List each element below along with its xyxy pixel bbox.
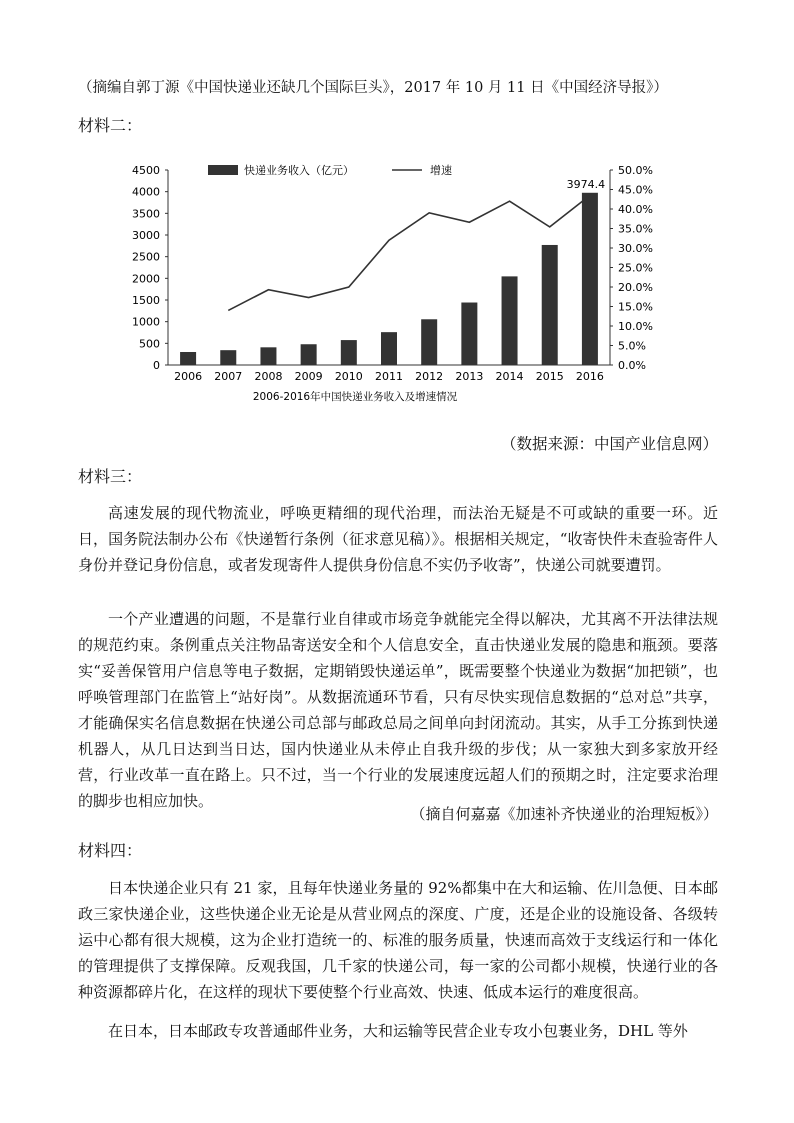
material4-paragraph-1: 日本快递企业只有 21 家，且每年快递业务量的 92%都集中在大和运输、佐川急便、日本邮政三家快递企业，这些快递企业无论是从营业网点的深度、广度，还是企业的设施设备、各级转运中心都有很大规模，这为企业打造统一的、标准的服务质量，快速而高效于支线运行和一体化的管理提供了支撑保障。反观我国，几千家的快递公司，每一家的公司都小规模，快递行业的各种资源都碎片化，在这样的现状下要使整个行业高效、快速、低成本运行的难度很高。 <box>78 879 718 1001</box>
legend-bar-label: 快递业务收入（亿元） <box>244 164 354 177</box>
bar-2009 <box>301 344 317 365</box>
left-tick-label: 2000 <box>132 272 160 286</box>
material3-citation: （摘自何嘉嘉《加速补齐快递业的治理短板》） <box>410 805 718 823</box>
right-tick-label: 45.0% <box>618 183 653 197</box>
right-tick-label: 5.0% <box>618 339 646 353</box>
top-citation: （摘编自郭丁源《中国快递业还缺几个国际巨头》，2017 年 10 月 11 日《中国经济导报》） <box>78 80 668 96</box>
material3-paragraph-2: 一个产业遭遇的问题，不是靠行业自律或市场竞争就能完全得以解决，尤其离不开法律法规的规范约束。条例重点关注物品寄送安全和个人信息安全，直击快递业发展的隐患和瓶颈。要落实“妥善保管用户信息等电子数据，定期销毁快递运单”，既需要整个快递业为数据“加把锁”，也呼唤管理部门在监管上“站好岗”。从数据流通环节看，只有尽快实现信息数据的“总对总”共享，才能确保实名信息数据在快递公司总部与邮政总局之间单向封闭流动。其实，从手工分拣到快递机器人，从几日达到当日达，国内快递业从未停止自我升级的步伐；从一家独大到多家放开经营，行业改革一直在路上。只不过，当一个行业的发展速度远超人们的预期之时，注定要求治理的脚步也相应加快。 <box>78 610 718 810</box>
left-tick-label: 2500 <box>132 250 160 264</box>
bar-2007 <box>220 350 236 365</box>
chart-source: （数据来源：中国产业信息网） <box>500 435 718 453</box>
x-tick-label: 2012 <box>415 370 444 383</box>
x-tick-label: 2015 <box>535 370 564 383</box>
x-tick-label: 2010 <box>334 370 363 383</box>
bar-2014 <box>502 276 518 365</box>
left-tick-label: 0 <box>153 359 160 372</box>
x-tick-label: 2011 <box>375 370 403 383</box>
right-tick-label: 50.0% <box>618 164 653 177</box>
left-tick-label: 1000 <box>132 315 160 329</box>
right-tick-label: 20.0% <box>618 281 653 294</box>
bar-2015 <box>542 245 558 365</box>
right-tick-label: 15.0% <box>618 300 653 314</box>
x-tick-label: 2013 <box>455 370 484 383</box>
x-tick-label: 2008 <box>254 370 283 383</box>
left-tick-label: 3500 <box>132 207 160 221</box>
x-tick-label: 2016 <box>575 370 604 383</box>
legend-bar-swatch <box>208 165 238 175</box>
left-tick-label: 4500 <box>132 164 160 177</box>
left-tick-label: 3000 <box>132 229 160 242</box>
left-tick-label: 1500 <box>132 294 160 307</box>
left-tick-label: 500 <box>139 337 160 351</box>
bar-2008 <box>260 347 276 365</box>
bar-2011 <box>381 332 397 365</box>
bar-2012 <box>421 319 437 365</box>
right-tick-label: 30.0% <box>618 242 653 255</box>
bar-2006 <box>180 352 196 365</box>
data-label-2016: 3974.4 <box>566 177 606 191</box>
right-tick-label: 10.0% <box>618 320 653 333</box>
right-tick-label: 35.0% <box>618 222 653 236</box>
growth-line <box>228 195 590 310</box>
right-tick-label: 25.0% <box>618 261 653 275</box>
revenue-growth-chart <box>120 155 680 410</box>
material3-header: 材料三： <box>78 467 143 486</box>
chart-title: 2006-2016年中国快递业务收入及增速情况 <box>252 391 458 403</box>
material4-header: 材料四： <box>78 841 143 860</box>
bar-2016 <box>582 193 598 365</box>
legend-line-label: 增速 <box>430 164 452 177</box>
x-tick-label: 2014 <box>495 370 524 383</box>
bar-2010 <box>341 340 357 365</box>
right-tick-label: 40.0% <box>618 203 653 216</box>
x-tick-label: 2006 <box>174 370 203 383</box>
material2-header: 材料二： <box>78 116 143 135</box>
x-tick-label: 2009 <box>294 370 323 383</box>
x-tick-label: 2007 <box>214 370 243 383</box>
left-tick-label: 4000 <box>132 185 160 199</box>
material4-paragraph-2: 在日本，日本邮政专攻普通邮件业务，大和运输等民营企业专攻小包裹业务，DHL 等外 <box>108 1022 688 1040</box>
bar-2013 <box>461 303 477 365</box>
material3-paragraph-1: 高速发展的现代物流业，呼唤更精细的现代治理，而法治无疑是不可或缺的重要一环。近日，国务院法制办公布《快递暂行条例（征求意见稿）》。根据相关规定，“收寄快件未查验寄件人身份并登记身份信息，或者发现寄件人提供身份信息不实仍予收寄”，快递公司就要遭罚。 <box>78 504 718 574</box>
right-tick-label: 0.0% <box>618 359 646 372</box>
